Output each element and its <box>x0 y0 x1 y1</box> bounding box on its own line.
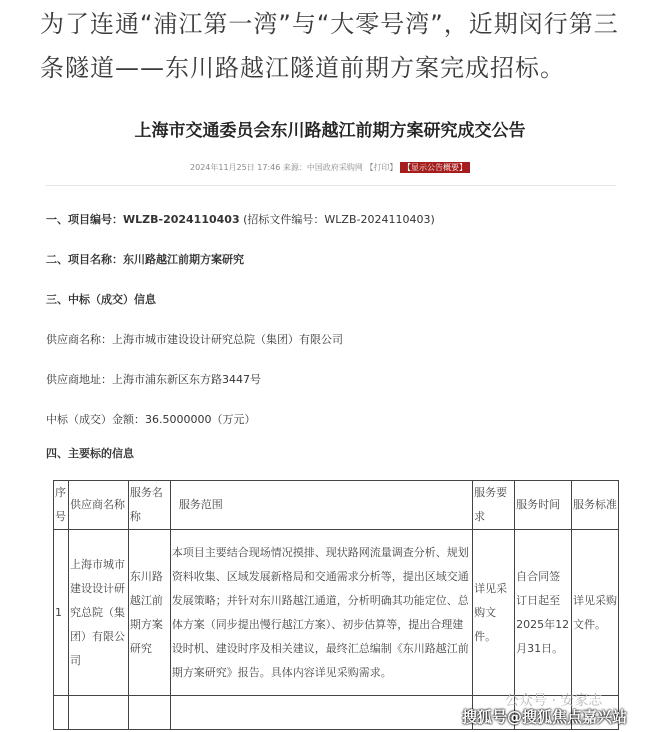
supplier-name: 供应商名称：上海市城市建设设计研究总院（集团）有限公司 <box>46 333 343 346</box>
project-number <box>46 211 435 227</box>
notice-date: 2024年11月25日 17:46 <box>190 163 281 172</box>
table-row <box>54 530 619 696</box>
header-cell: 序号 <box>54 481 69 530</box>
cell-time: 自合同签订日起至2025年12月31日。 <box>515 530 572 696</box>
header-cell: 服务要求 <box>473 481 515 530</box>
cell-service-name: 东川路越江前期方案研究 <box>128 530 170 696</box>
header-cell: 服务名称 <box>128 481 170 530</box>
intro-text: 为了连通“浦江第一湾”与“大零号湾”，近期闵行第三条隧道——东川路越江隧道前期方案完成招标。 <box>40 10 619 82</box>
project-name: 二、项目名称：东川路越江前期方案研究 <box>46 253 244 266</box>
table-header-row <box>54 481 619 530</box>
cell-supplier: 上海市城市建设设计研究总院（集团）有限公司 <box>68 530 128 696</box>
bid-info-heading: 三、中标（成交）信息 <box>46 293 156 306</box>
notice-title: 上海市交通委员会东川路越江前期方案研究成交公告 <box>134 121 526 141</box>
print-link[interactable]: 【打印】 <box>365 163 398 172</box>
supplier-address: 供应商地址：上海市浦东新区东方路3447号 <box>46 373 261 386</box>
cell-index: 1 <box>54 530 69 696</box>
cell-scope: 本项目主要结合现场情况摸排、现状路网流量调查分析、规划资料收集、区域发展新格局和交通需求分析等，提出区域交通发展策略；并针对东川路越江通道，分析明确其功能定位、总体方案（同步提出慢行越江方案）、初步估算等，提出合理建设时机、建设时序及相关建议，最终汇总编制《东川路越江前期方案研究》报告。具体内容详见采购需求。 <box>170 530 472 696</box>
show-summary-button[interactable]: 【显示公告概要】 <box>400 162 470 173</box>
sohu-watermark: 搜狐号@搜狐焦点嘉兴站 <box>462 708 628 726</box>
wechat-watermark: 公众号 · 安家志 <box>505 693 603 709</box>
header-cell: 服务标准 <box>572 481 619 530</box>
tender-number: (招标文件编号：WLZB-2024110403) <box>243 213 435 226</box>
project-number-label: 一、项目编号：WLZB-2024110403 <box>46 213 240 226</box>
main-subject-heading: 四、主要标的信息 <box>46 447 134 460</box>
notice-source: 来源：中国政府采购网 <box>282 163 363 172</box>
header-cell: 服务范围 <box>170 481 472 530</box>
header-cell: 服务时间 <box>515 481 572 530</box>
cell-standard: 详见采购文件。 <box>572 530 619 696</box>
notice-meta <box>0 162 660 173</box>
bid-amount: 中标（成交）金额：36.5000000（万元） <box>46 413 256 426</box>
divider <box>46 185 616 186</box>
cell-requirement: 详见采购文件。 <box>473 530 515 696</box>
header-cell: 供应商名称 <box>68 481 128 530</box>
